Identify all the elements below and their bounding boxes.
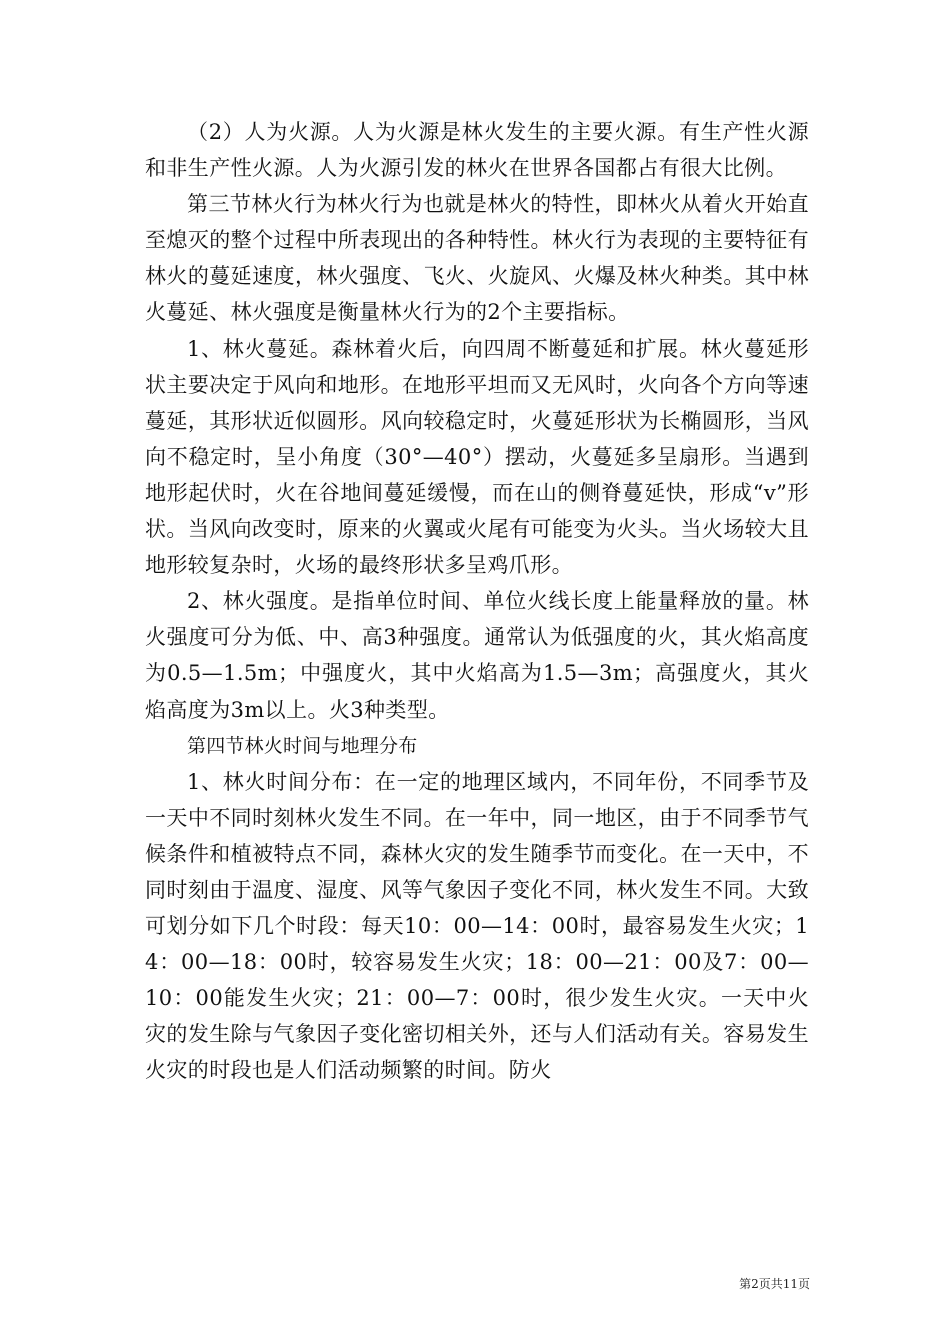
- section-4-heading: 第四节林火时间与地理分布: [187, 734, 418, 757]
- paragraph-section-3-fire-behavior: 第三节林火行为林火行为也就是林火的特性，即林火从着火开始直至熄灭的整个过程中所表现出的各种特性。林火行为表现的主要特征有林火的蔓延速度，林火强度、飞火、火旋风、火爆及林火种类。其中林火蔓延、林火强度是衡量林火行为的2个主要指标。: [145, 192, 809, 325]
- paragraph-fire-spread: 1、林火蔓延。森林着火后，向四周不断蔓延和扩展。林火蔓延形状主要决定于风向和地形。在地形平坦而又无风时，火向各个方向等速蔓延，其形状近似圆形。风向较稳定时，火蔓延形状为长椭圆形，当风向不稳定时，呈小角度（30°—40°）摆动，火蔓延多呈扇形。当遇到地形起伏时，火在谷地间蔓延缓慢，而在山的侧脊蔓延快，形成“v”形状。当风向改变时，原来的火翼或火尾有可能变为火头。当火场较大且地形较复杂时，火场的最终形状多呈鸡爪形。: [145, 336, 809, 578]
- body-text: [145, 114, 809, 1089]
- page-number-footer: 第2页共11页: [739, 1277, 810, 1291]
- paragraph-fire-time-distribution: 1、林火时间分布：在一定的地理区域内，不同年份，不同季节及一天中不同时刻林火发生不同。在一年中，同一地区，由于不同季节气候条件和植被特点不同，森林火灾的发生随季节而变化。在一天中，不同时刻由于温度、湿度、风等气象因子变化不同，林火发生不同。大致可划分如下几个时段：每天10：00—14：00时，最容易发生火灾；14：00—18：00时，较容易发生火灾；18：00—21：00及7：00—10：00能发生火灾；21：00—7：00时，很少发生火灾。一天中火灾的发生除与气象因子变化密切相关外，还与人们活动有关。容易发生火灾的时段也是人们活动频繁的时间。防火: [145, 769, 809, 1083]
- paragraph-fire-intensity: 2、林火强度。是指单位时间、单位火线长度上能量释放的量。林火强度可分为低、中、高3种强度。通常认为低强度的火，其火焰高度为0.5—1.5m；中强度火，其中火焰高为1.5—3m；高强度火，其火焰高度为3m以上。火3种类型。: [145, 589, 809, 722]
- paragraph-human-fire-source: （2）人为火源。人为火源是林火发生的主要火源。有生产性火源和非生产性火源。人为火源引发的林火在世界各国都占有很大比例。: [145, 120, 809, 181]
